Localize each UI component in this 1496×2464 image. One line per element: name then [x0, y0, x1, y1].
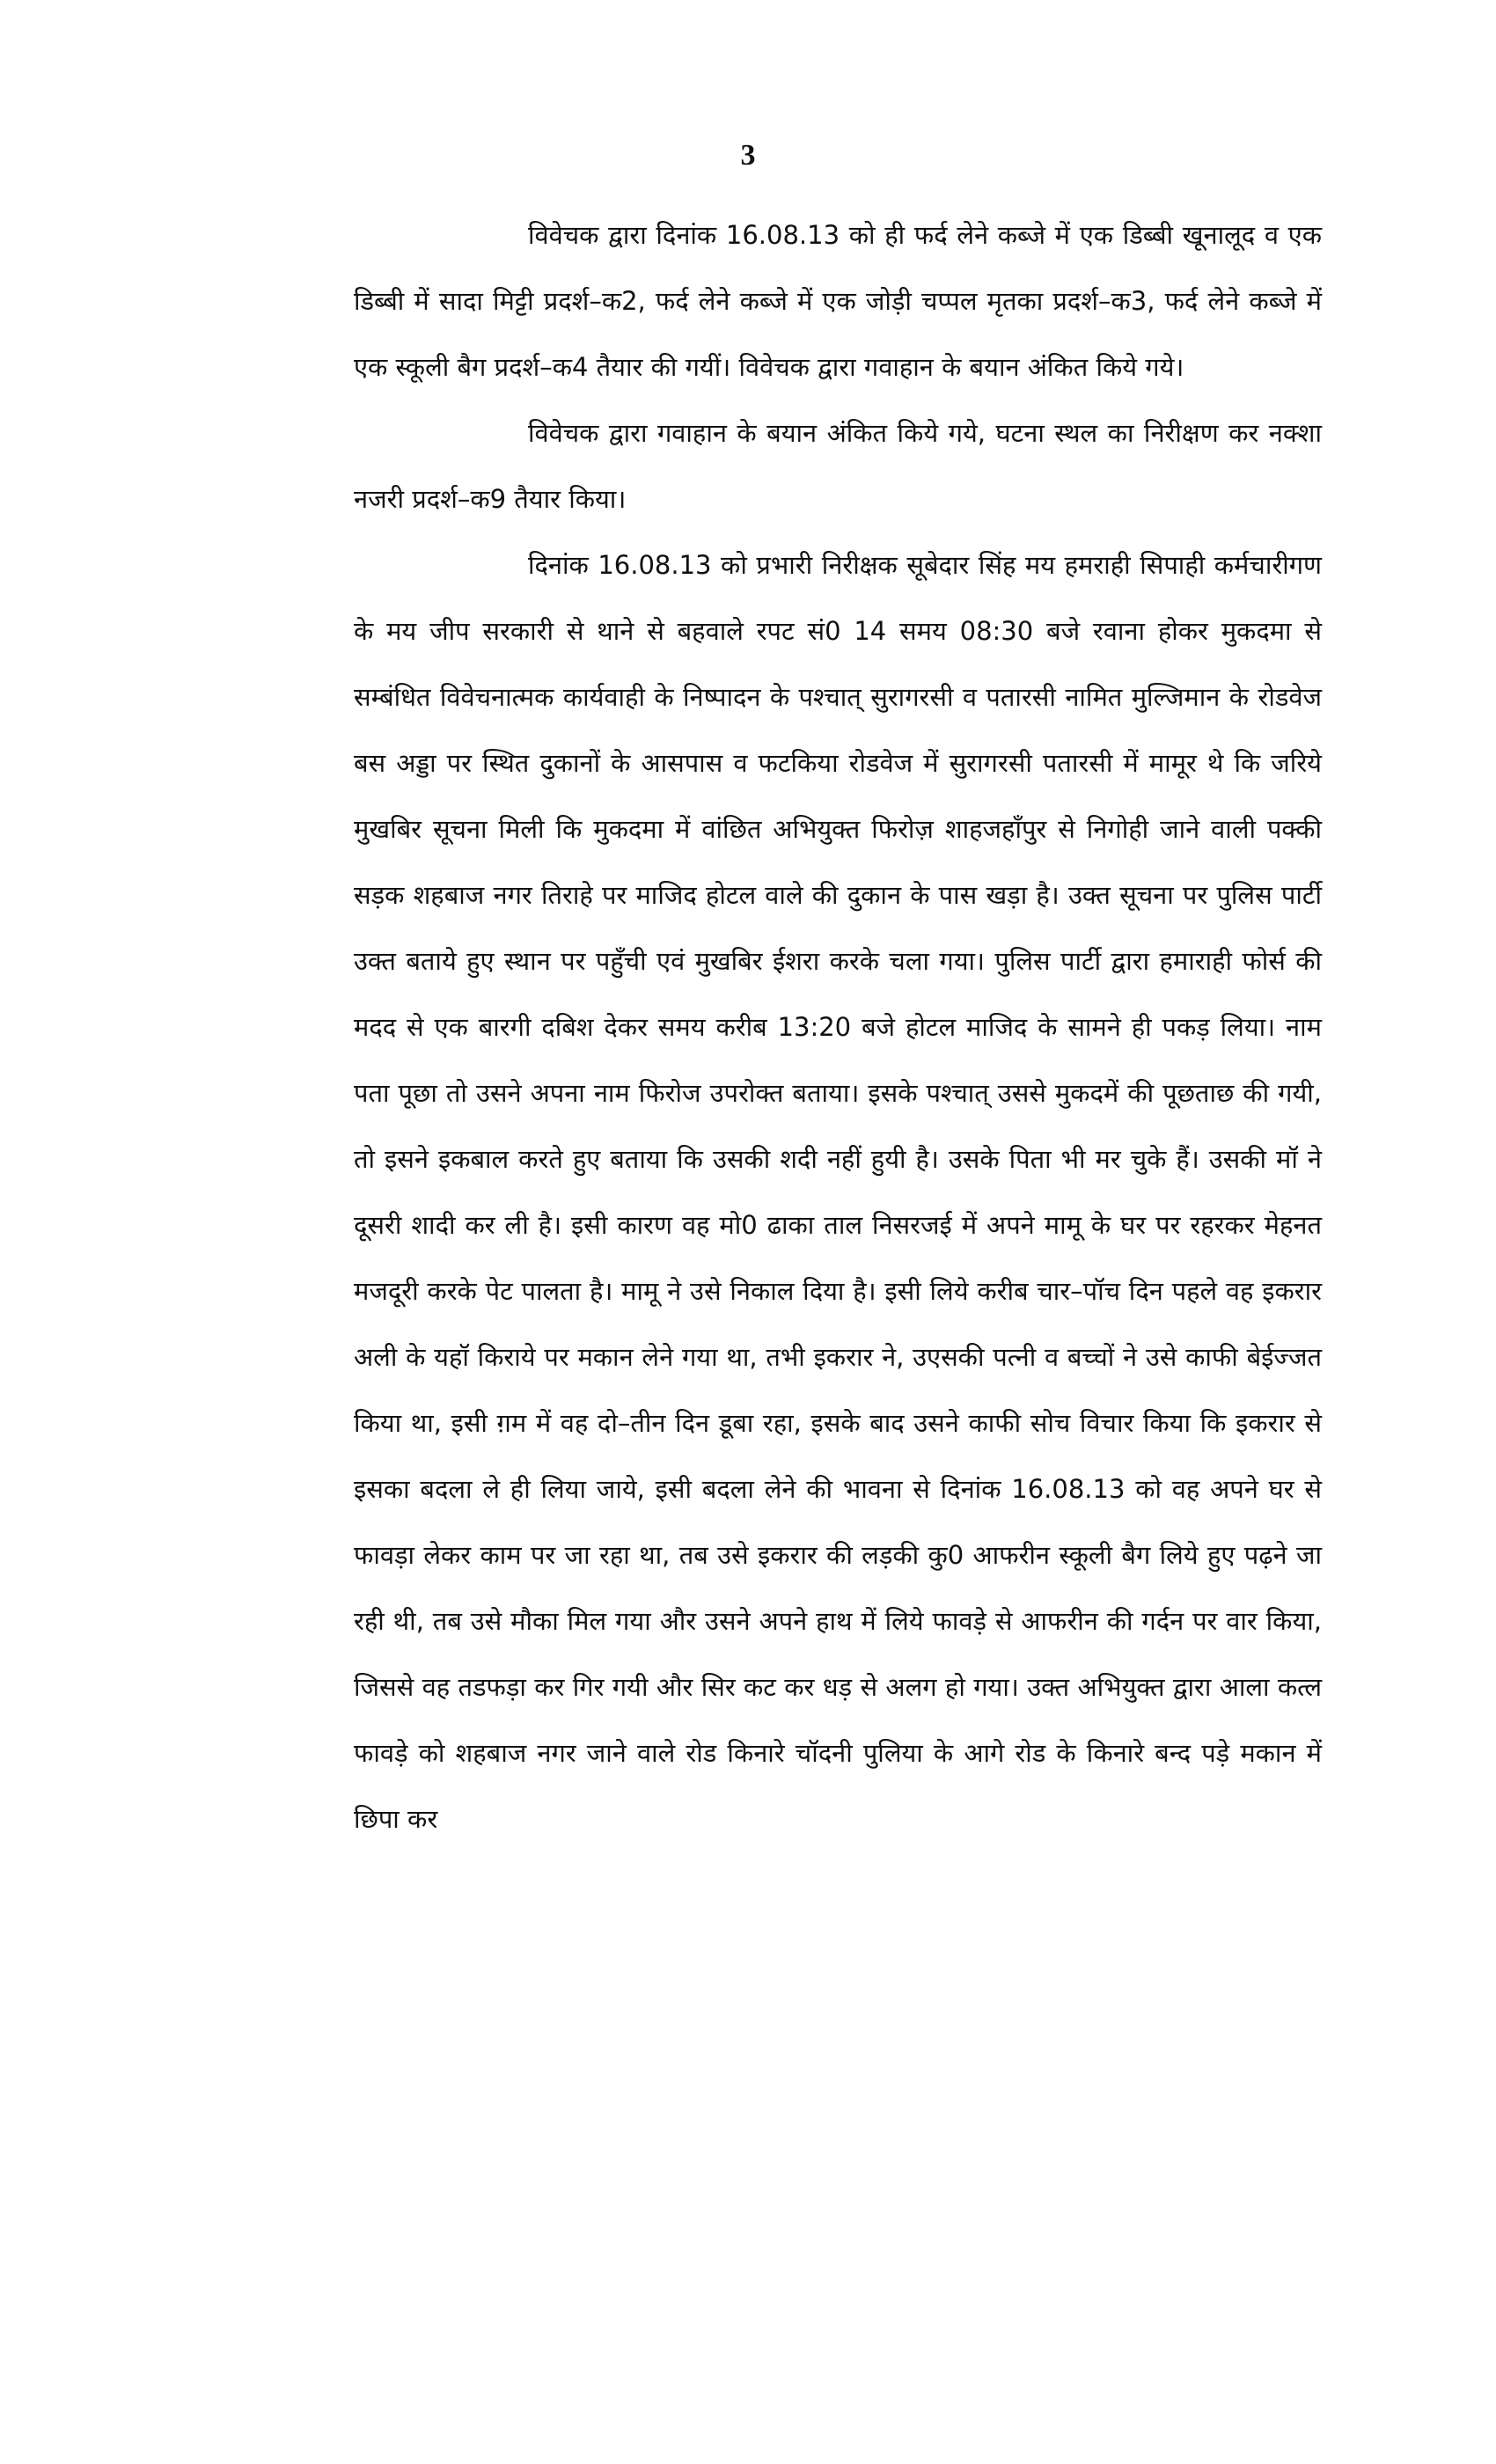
paragraph-site-inspection: विवेचक द्वारा गवाहान के बयान अंकित किये गये, घटना स्थल का निरीक्षण कर नक्शा नजरी प्रदर्श–क9 तैयार किया। [354, 418, 1322, 514]
page-number: 3 [740, 139, 756, 172]
paragraph-exhibits: विवेचक द्वारा दिनांक 16.08.13 को ही फर्द लेने कब्जे में एक डिब्बी खूनालूद व एक डिब्बी में सादा मिट्टी प्रदर्श–क2, फर्द लेने कब्जे में एक जोड़ी चप्पल मृतका प्रदर्श–क3, फर्द लेने कब्जे में एक स्कूली बैग प्रदर्श–क4 तैयार की गयीं। विवेचक द्वारा गवाहान के बयान अंकित किये गये। [354, 220, 1322, 382]
document-body [354, 202, 1322, 1852]
paragraph-arrest-statement: दिनांक 16.08.13 को प्रभारी निरीक्षक सूबेदार सिंह मय हमराही सिपाही कर्मचारीगण के मय जीप सरकारी से थाने से बहवाले रपट सं0 14 समय 08:30 बजे रवाना होकर मुकदमा से सम्बंधित विवेचनात्मक कार्यवाही के निष्पादन के पश्चात् सुरागरसी व पतारसी नामित मुल्जिमान के रोडवेज बस अड्डा पर स्थित दुकानों के आसपास व फटकिया रोडवेज में सुरागरसी पतारसी में मामूर थे कि जरिये मुखबिर सूचना मिली कि मुकदमा में वांछित अभियुक्त फिरोज़ शाहजहाँपुर से निगोही जाने वाली पक्की सड़क शहबाज नगर तिराहे पर माजिद होटल वाले की दुकान के पास खड़ा है। उक्त सूचना पर पुलिस पार्टी उक्त बताये हुए स्थान पर पहुँची एवं मुखबिर ईशरा करके चला गया। पुलिस पार्टी द्वारा हमाराही फोर्स की मदद से एक बारगी दबिश देकर समय करीब 13:20 बजे होटल माजिद के सामने ही पकड़ लिया। नाम पता पूछा तो उसने अपना नाम फिरोज उपरोक्त बताया। इसके पश्चात् उससे मुकदमें की पूछताछ की गयी, तो इसने इकबाल करते हुए बताया कि उसकी शदी नहीं हुयी है। उसके पिता भी मर चुके हैं। उसकी मॉ ने दूसरी शादी कर ली है। इसी कारण वह मो0 ढाका ताल निसरजई में अपने मामू के घर पर रहरकर मेहनत मजदूरी करके पेट पालता है। मामू ने उसे निकाल दिया है। इसी लिये करीब चार–पॉच दिन पहले वह इकरार अली के यहॉ किराये पर मकान लेने गया था, तभी इकरार ने, उएसकी पत्नी व बच्चों ने उसे काफी बेईज्जत किया था, इसी ग़म में वह दो–तीन दिन डूबा रहा, इसके बाद उसने काफी सोच विचार किया कि इकरार से इसका बदला ले ही लिया जाये, इसी बदला लेने की भावना से दिनांक 16.08.13 को वह अपने घर से फावड़ा लेकर काम पर जा रहा था, तब उसे इकरार की लड़की कु0 आफरीन स्कूली बैग लिये हुए पढ़ने जा रही थी, तब उसे मौका मिल गया और उसने अपने हाथ में लिये फावड़े से आफरीन की गर्दन पर वार किया, जिससे वह तडफड़ा कर गिर गयी और सिर कट कर धड़ से अलग हो गया। उक्त अभियुक्त द्वारा आला कत्ल फावड़े को शहबाज नगर जाने वाले रोड किनारे चॉदनी पुलिया के आगे रोड के किनारे बन्द पड़े मकान में छिपा कर [354, 550, 1322, 1834]
